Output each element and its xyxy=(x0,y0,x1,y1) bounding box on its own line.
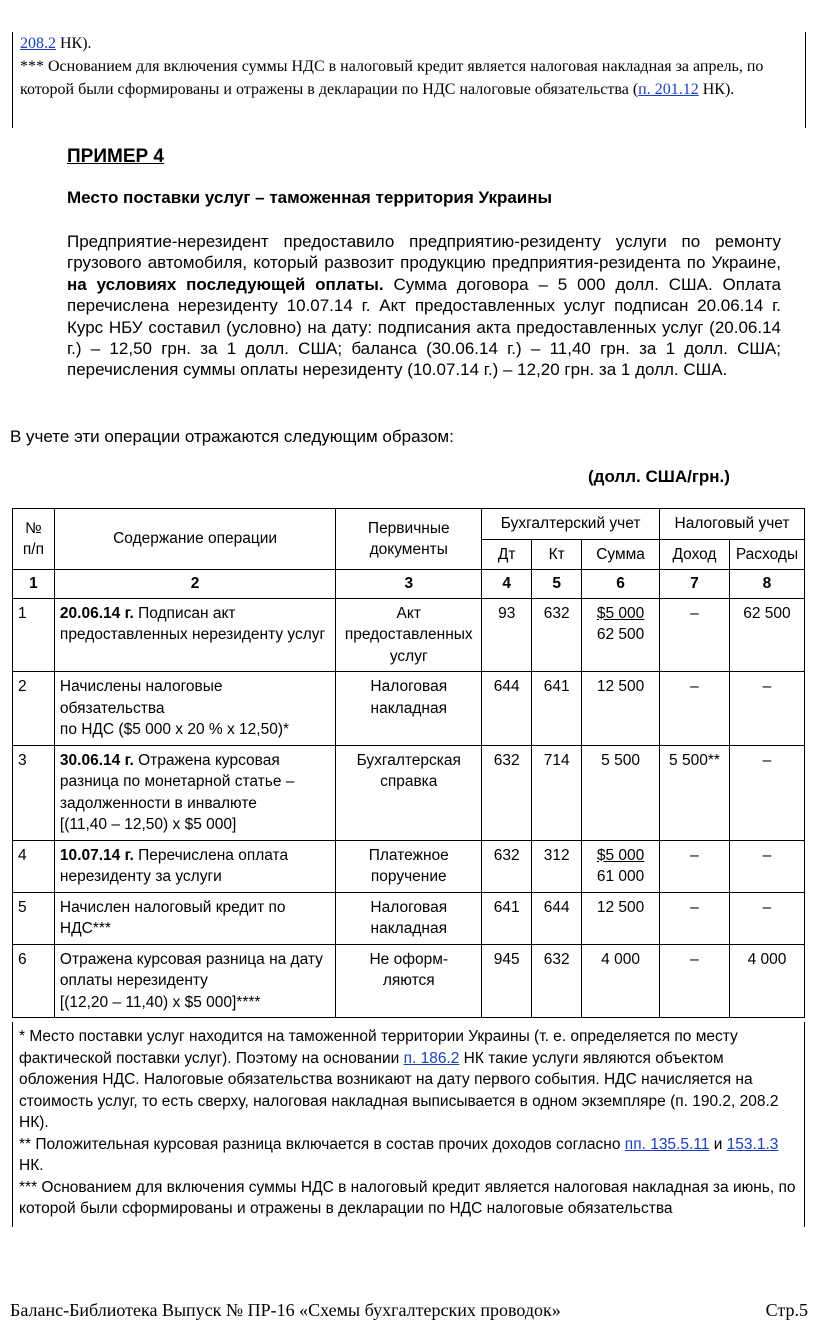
primary-document: Платежное поручение xyxy=(336,840,482,892)
footnote-text: *** Основанием для включения суммы НДС в налоговый кредит является налоговая накладная за апрель, по которой были сформированы и отражены в декларации по НДС налоговые обязательства ( xyxy=(20,58,764,98)
footnote-1 xyxy=(19,1026,798,1134)
operation-date: 20.06.14 г. xyxy=(59,604,134,622)
operation-formula: [(11,40 – 12,50) х $5 000] xyxy=(59,816,237,833)
example-subtitle: Место поставки услуг – таможенная территория Украины xyxy=(67,188,553,207)
tax-income: 5 500** xyxy=(660,745,730,840)
header-expense: Расходы xyxy=(729,539,804,570)
tax-income: – xyxy=(660,892,730,944)
page-footer xyxy=(10,1300,808,1321)
amount: 5 500 xyxy=(582,745,660,840)
operation-content xyxy=(54,840,335,892)
table-row xyxy=(13,672,805,746)
table-footnotes xyxy=(12,1022,805,1227)
link-208-2[interactable]: 208.2 xyxy=(20,35,56,52)
row-number: 4 xyxy=(13,840,55,892)
amount: 12 500 xyxy=(582,892,660,944)
credit-account: 632 xyxy=(532,944,582,1018)
row-number: 6 xyxy=(13,944,55,1018)
footnote-invoice-april xyxy=(20,55,805,101)
primary-document: Бухгалтерская справка xyxy=(336,745,482,840)
row-number: 2 xyxy=(13,672,55,746)
credit-account: 312 xyxy=(532,840,582,892)
operation-text: Перечислена оплата нерезиденту за услуги xyxy=(59,846,289,885)
footnote-text: НК такие услуги являются объектом обложения НДС. Налоговые обязательства возникают на дату первого события. НДС начисляется на стоимость услуг, то есть сверху, налоговая накладная выписывается в одном экземпляре (п. 190.2, 208.2 НК). xyxy=(19,1049,779,1131)
footnote-text: НК). xyxy=(698,81,735,98)
column-numbers-row xyxy=(13,570,805,599)
table-header-row xyxy=(13,509,805,540)
operation-formula: по НДС ($5 000 х 20 % х 12,50)* xyxy=(59,721,290,738)
amount xyxy=(582,598,660,672)
tax-income: – xyxy=(660,840,730,892)
table-row xyxy=(13,840,805,892)
operation-content xyxy=(54,598,335,672)
debit-account: 641 xyxy=(482,892,532,944)
example-description xyxy=(67,231,781,381)
table-row xyxy=(13,944,805,1018)
column-number: 6 xyxy=(582,570,660,599)
header-sum: Сумма xyxy=(582,539,660,570)
column-number: 2 xyxy=(54,570,335,599)
tax-expense: 62 500 xyxy=(729,598,804,672)
amount: 4 000 xyxy=(582,944,660,1018)
tax-expense: 4 000 xyxy=(729,944,804,1018)
continued-footnote-box xyxy=(12,32,806,128)
amount-usd: $5 000 xyxy=(596,604,645,622)
link-135-5-11[interactable]: пп. 135.5.11 xyxy=(624,1135,710,1153)
operation-content: Начислен налоговый кредит по НДС*** xyxy=(54,892,335,944)
row-number: 3 xyxy=(13,745,55,840)
tax-income: – xyxy=(660,672,730,746)
tax-expense: – xyxy=(729,672,804,746)
footnote-2 xyxy=(19,1134,798,1177)
column-number: 4 xyxy=(482,570,532,599)
debit-account: 632 xyxy=(482,745,532,840)
header-documents: Первичные документы xyxy=(336,509,482,570)
primary-document: Налоговая накладная xyxy=(336,892,482,944)
units-label: (долл. США/грн.) xyxy=(588,467,730,486)
link-153-1-3[interactable]: 153.1.3 xyxy=(726,1135,779,1153)
example-title: ПРИМЕР 4 xyxy=(67,146,165,167)
table-row xyxy=(13,892,805,944)
operation-text: Отражена курсовая разница на дату оплаты нерезиденту xyxy=(59,950,323,989)
operation-text: Начислены налоговые обязательства xyxy=(59,678,223,717)
operation-text: Отражена курсовая разница по монетарной статье – задолженности в инвалюте xyxy=(59,751,295,812)
primary-document: Акт предоставленных услуг xyxy=(336,598,482,672)
row-number: 5 xyxy=(13,892,55,944)
description-bold: на условиях последующей оплаты. xyxy=(67,274,384,294)
credit-account: 714 xyxy=(532,745,582,840)
intro-text: В учете эти операции отражаются следующим образом: xyxy=(10,427,454,446)
debit-account: 945 xyxy=(482,944,532,1018)
primary-document: Не оформ-ляются xyxy=(336,944,482,1018)
tax-income: – xyxy=(660,944,730,1018)
amount-usd: $5 000 xyxy=(596,846,645,864)
table-row xyxy=(13,598,805,672)
amount-uah: 62 500 xyxy=(596,626,645,643)
operation-date: 30.06.14 г. xyxy=(59,751,134,769)
operation-text: Подписан акт предоставленных нерезиденту услуг xyxy=(59,604,326,643)
tax-expense: – xyxy=(729,892,804,944)
footnote-text: НК). xyxy=(56,35,92,52)
footnote-text: НК. xyxy=(19,1157,44,1174)
amount xyxy=(582,840,660,892)
tax-income: – xyxy=(660,598,730,672)
page-number: Стр.5 xyxy=(765,1300,808,1320)
footnote-text: * Место поставки услуг находится на таможенной территории Украины (т. е. определяется по месту фактической поставки услуг). Поэтому на основании xyxy=(19,1028,738,1067)
row-number: 1 xyxy=(13,598,55,672)
footnote-text: и xyxy=(709,1135,727,1153)
column-number: 5 xyxy=(532,570,582,599)
header-income: Доход xyxy=(660,539,730,570)
footer-publication: Баланс-Библиотека Выпуск № ПР-16 «Схемы бухгалтерских проводок» xyxy=(10,1300,561,1320)
column-number: 8 xyxy=(729,570,804,599)
column-number: 3 xyxy=(336,570,482,599)
credit-account: 632 xyxy=(532,598,582,672)
credit-account: 641 xyxy=(532,672,582,746)
debit-account: 93 xyxy=(482,598,532,672)
operation-content xyxy=(54,672,335,746)
column-number: 7 xyxy=(660,570,730,599)
tax-expense: – xyxy=(729,745,804,840)
credit-account: 644 xyxy=(532,892,582,944)
header-content: Содержание операции xyxy=(54,509,335,570)
table-row xyxy=(13,745,805,840)
amount: 12 500 xyxy=(582,672,660,746)
operation-content xyxy=(54,944,335,1018)
header-credit: Кт xyxy=(532,539,582,570)
column-number: 1 xyxy=(13,570,55,599)
link-186-2[interactable]: п. 186.2 xyxy=(403,1049,460,1067)
link-201-12[interactable]: п. 201.12 xyxy=(638,81,699,98)
footnote-text: ** Положительная курсовая разница включается в состав прочих доходов согласно xyxy=(19,1135,625,1153)
amount-uah: 61 000 xyxy=(596,868,645,885)
footnote-fragment xyxy=(20,32,805,55)
footnote-3: *** Основанием для включения суммы НДС в налоговый кредит является налоговая накладная за июнь, по которой были сформированы и отражены в декларации по НДС налоговые обязательства xyxy=(19,1178,796,1217)
operation-date: 10.07.14 г. xyxy=(59,846,134,864)
operations-table xyxy=(12,508,805,1018)
header-debit: Дт xyxy=(482,539,532,570)
debit-account: 644 xyxy=(482,672,532,746)
header-accounting: Бухгалтерский учет xyxy=(482,509,660,540)
operation-formula: [(12,20 – 11,40) х $5 000]**** xyxy=(59,993,261,1011)
primary-document: Налоговая накладная xyxy=(336,672,482,746)
operation-content xyxy=(54,745,335,840)
header-tax: Налоговый учет xyxy=(660,509,805,540)
debit-account: 632 xyxy=(482,840,532,892)
header-number: № п/п xyxy=(13,509,55,570)
description-text: Предприятие-нерезидент предоставило предприятию-резиденту услуги по ремонту грузового автомобиля, который развозит продукцию предприятия-резидента по Украине, xyxy=(67,232,781,273)
description-text: Сумма договора – 5 000 долл. США. Оплата перечислена нерезиденту 10.07.14 г. Акт предоставленных услуг подписан 20.06.14 г. Курс НБУ составил (условно) на дату: подписания акта предоставленных услуг (20.06.14 г.) – 12,50 грн. за 1 долл. США; баланса (30.06.14 г.) – 11,40 грн. за 1 долл. США; перечисления суммы оплаты нерезиденту (10.07.14 г.) – 12,20 грн. за 1 долл. США. xyxy=(67,274,781,380)
tax-expense: – xyxy=(729,840,804,892)
